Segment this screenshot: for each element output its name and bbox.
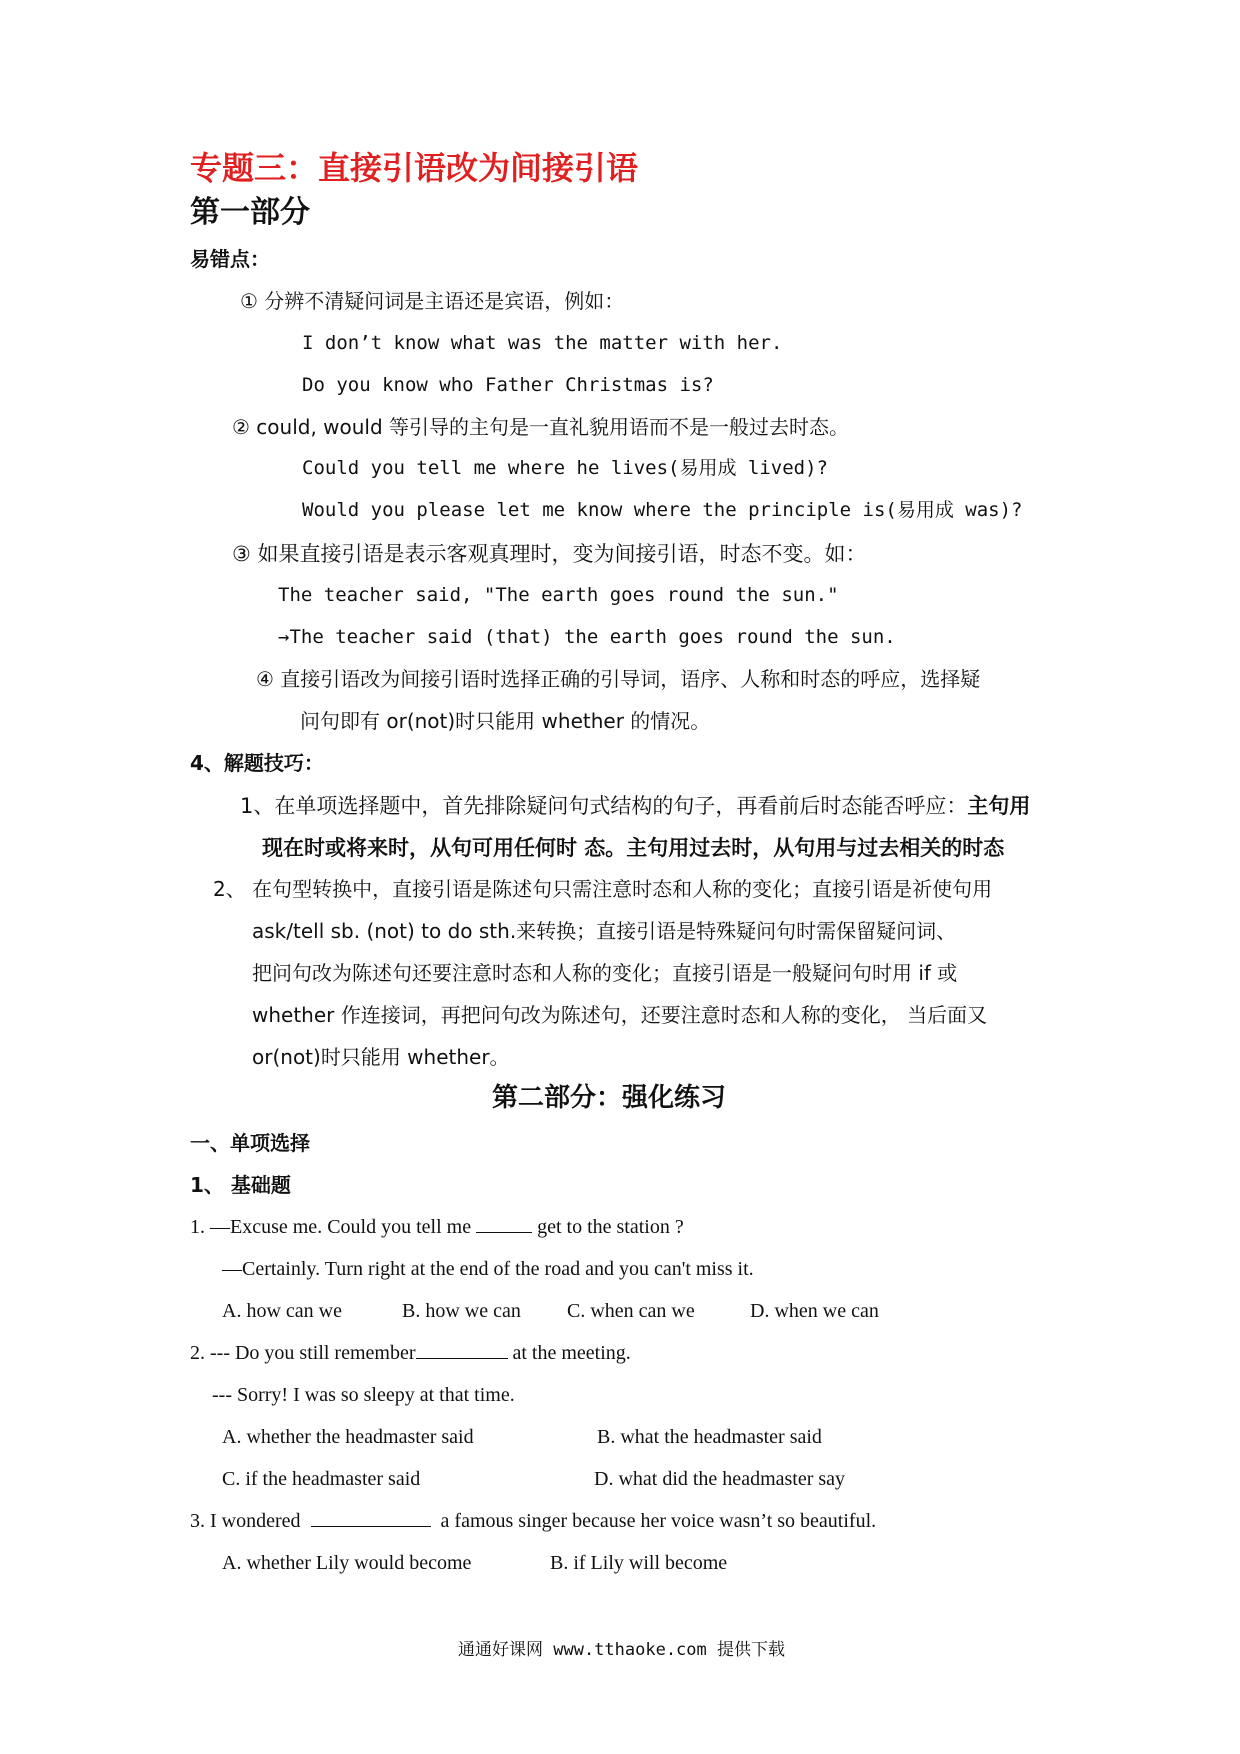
sub-heading: 1、 基础题 [190,1173,291,1197]
error-item-4-line-2: 问句即有 or(not)时只能用 whether 的情况。 [300,709,711,733]
error-item-3: ③ 如果直接引语是表示客观真理时，变为间接引语，时态不变。如： [232,542,867,566]
tip-1-line-1-text: 1、在单项选择题中，首先排除疑问句式结构的句子，再看前后时态能否呼应： [240,794,968,818]
section-heading: 一、单项选择 [190,1131,310,1155]
error-item-4-line-1: ④ 直接引语改为间接引语时选择正确的引导词，语序、人称和时态的呼应，选择疑 [256,667,981,691]
document-title: 专题三：直接引语改为间接引语 [190,149,639,187]
page-footer: 通通好课网 www.tthaoke.com 提供下载 [458,1640,785,1660]
question-2-option-d: D. what did the headmaster say [594,1468,846,1490]
question-1-stem-start: 1. —Excuse me. Could you tell me [190,1216,472,1238]
question-2-option-a: A. whether the headmaster said [222,1426,474,1448]
question-1-option-b: B. how we can [402,1300,521,1322]
tip-2-line-4: whether 作连接词，再把问句改为陈述句，还要注意时态和人称的变化， 当后面又 [252,1003,988,1027]
error-item-1: ① 分辨不清疑问词是主语还是宾语，例如： [240,289,625,313]
question-1-option-c: C. when can we [567,1300,695,1322]
error-item-3-example-1: The teacher said, "The earth goes round the sun." [278,584,839,606]
error-item-1-example-2: Do you know who Father Christmas is? [302,374,714,396]
error-item-2: ② could, would 等引导的主句是一直礼貌用语而不是一般过去时态。 [232,415,850,439]
part1-heading: 第一部分 [190,195,310,230]
errors-heading: 易错点： [190,247,270,271]
question-2-stem-start: 2. --- Do you still remember [190,1342,416,1364]
question-1-option-d: D. when we can [750,1300,879,1322]
error-item-3-example-2: →The teacher said (that) the earth goes round the sun. [278,626,896,648]
question-3-stem [190,1510,876,1533]
question-2-stem-end: at the meeting. [512,1342,631,1364]
tip-2-line-1: 2、 在句型转换中，直接引语是陈述句只需注意时态和人称的变化；直接引语是祈使句用 [213,877,993,901]
question-1-stem-end: get to the station ? [537,1216,684,1238]
answer-blank [476,1231,532,1233]
tip-2-line-2: ask/tell sb. (not) to do sth.来转换；直接引语是特殊疑问句时需保留疑问词、 [252,919,957,943]
tip-2-line-5: or(not)时只能用 whether。 [252,1045,510,1069]
error-item-1-example-1: I don’t know what was the matter with her. [302,332,783,354]
question-1-reply: —Certainly. Turn right at the end of the road and you can't miss it. [222,1258,754,1280]
error-item-2-example-1: Could you tell me where he lives(易用成 lived)? [302,457,828,479]
answer-blank [311,1525,431,1527]
error-item-2-example-2: Would you please let me know where the principle is(易用成 was)? [302,499,1023,521]
question-3-option-a: A. whether Lily would become [222,1552,472,1574]
question-1-option-a: A. how can we [222,1300,342,1322]
part2-heading: 第二部分：强化练习 [492,1083,727,1113]
question-3-stem-start: 3. I wondered [190,1510,301,1532]
question-3-option-b: B. if Lily will become [550,1552,728,1574]
tip-1-line-2: 现在时或将来时，从句可用任何时 态。主句用过去时，从句用与过去相关的时态 [262,836,1005,860]
tips-heading: 4、解题技巧： [190,751,324,775]
tip-1-line-1-bold: 主句用 [967,794,1031,818]
question-2-option-b: B. what the headmaster said [597,1426,822,1448]
tip-2-line-3: 把问句改为陈述句还要注意时态和人称的变化；直接引语是一般疑问句时用 if 或 [252,961,958,985]
question-1-stem [190,1216,684,1239]
answer-blank [416,1357,508,1359]
tip-1-line-1 [240,794,1030,818]
question-3-stem-end: a famous singer because her voice wasn’t so beautiful. [440,1510,877,1532]
question-2-reply: --- Sorry! I was so sleepy at that time. [212,1384,515,1406]
question-2-option-c: C. if the headmaster said [222,1468,421,1490]
question-2-stem [190,1342,631,1365]
